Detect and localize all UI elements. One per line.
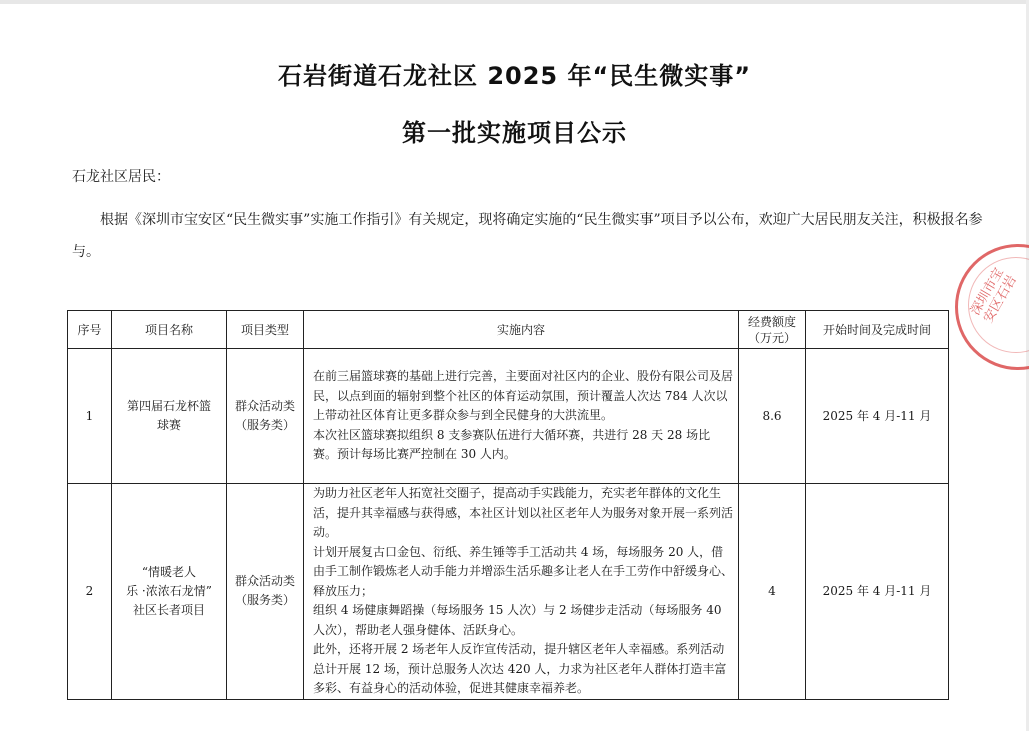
header-type: 项目类型 xyxy=(227,311,304,349)
row2-time: 2025 年 4 月-11 月 xyxy=(806,484,949,700)
row2-name-line1: “情暖老人 xyxy=(141,564,197,579)
row1-name-line2: 球赛 xyxy=(156,418,181,432)
table-row xyxy=(68,484,949,700)
row2-content-p1: 为助力社区老年人拓宽社交圈子，提高动手实践能力，充实老年群体的文化生活，提升其幸福感与获得感，本社区计划以社区老年人为服务对象开展一系列活动。 xyxy=(313,486,734,539)
salutation: 石龙社区居民： xyxy=(72,169,170,185)
project-table xyxy=(67,310,949,700)
row2-content-p4: 此外，还将开展 2 场老年人反诈宣传活动，提升辖区老年人幸福感。系列活动总计开展 12 场，预计总服务人次达 420 人，力求为社区老年人群体打造丰富多彩、有益身心的活动体验，促进其健康幸福养老。 xyxy=(313,642,727,695)
row2-name-line2: 乐 ·浓浓石龙情” xyxy=(126,583,212,598)
header-no: 序号 xyxy=(68,311,112,349)
row1-name-line1: 第四届石龙杯篮 xyxy=(126,399,211,413)
row2-type-line1: 群众活动类 xyxy=(234,574,295,589)
row2-content-p3: 组织 4 场健康舞蹈操（每场服务 15 人次）与 2 场健步走活动（每场服务 40 人次），帮助老人强身健体、活跃身心。 xyxy=(313,603,722,637)
header-time: 开始时间及完成时间 xyxy=(806,311,949,349)
document-title-line1: 石岩街道石龙社区 2025 年“民生微实事” xyxy=(277,62,752,90)
header-budget xyxy=(739,311,806,349)
row2-content xyxy=(304,484,739,700)
header-content: 实施内容 xyxy=(304,311,739,349)
official-seal-text: 深圳市宝安区石岩 xyxy=(968,265,1020,326)
row2-no: 2 xyxy=(68,484,112,700)
row1-type-line2: （服务类） xyxy=(234,418,295,432)
document-title-line2: 第一批实施项目公示 xyxy=(402,119,627,147)
body-paragraph: 根据《深圳市宝安区“民生微实事”实施工作指引》有关规定，现将确定实施的“民生微实事”项目予以公布，欢迎广大居民朋友关注，积极报名参与。 xyxy=(72,212,983,260)
table-row xyxy=(68,349,949,484)
row1-type-line1: 群众活动类 xyxy=(234,399,295,413)
row2-type xyxy=(227,484,304,700)
row2-budget: 4 xyxy=(739,484,806,700)
row2-name xyxy=(112,484,227,700)
row1-no: 1 xyxy=(68,349,112,484)
row1-type xyxy=(227,349,304,484)
row1-budget: 8.6 xyxy=(739,349,806,484)
header-name: 项目名称 xyxy=(112,311,227,349)
table-header-row xyxy=(68,311,949,349)
row2-type-line2: （服务类） xyxy=(234,593,295,608)
header-budget-line2: （万元） xyxy=(747,330,796,345)
row1-name xyxy=(112,349,227,484)
row2-content-p2: 计划开展复古口金包、衍纸、养生锤等手工活动共 4 场，每场服务 20 人，借由手工制作锻炼老人动手能力并增添生活乐趣多让老人在手工劳作中舒缓身心、释放压力； xyxy=(313,544,734,598)
row2-name-line3: 社区长者项目 xyxy=(132,602,205,617)
page-top-edge xyxy=(0,0,1029,4)
header-budget-line1: 经费额度 xyxy=(747,314,796,329)
row1-content xyxy=(304,349,739,484)
row1-content-p2: 本次社区篮球赛拟组织 8 支参赛队伍进行大循环赛，共进行 28 天 28 场比赛。预计每场比赛严控制在 30 人内。 xyxy=(313,427,711,462)
row1-content-p1: 在前三届篮球赛的基础上进行完善，主要面对社区内的企业、股份有限公司及居民，以点到面的辐射到整个社区的体育运动氛围，预计覆盖人次达 784 人次以上带动社区体育让更多群众参与到全民健身的大洪流里。 xyxy=(313,369,734,423)
row1-time: 2025 年 4 月-11 月 xyxy=(806,349,949,484)
